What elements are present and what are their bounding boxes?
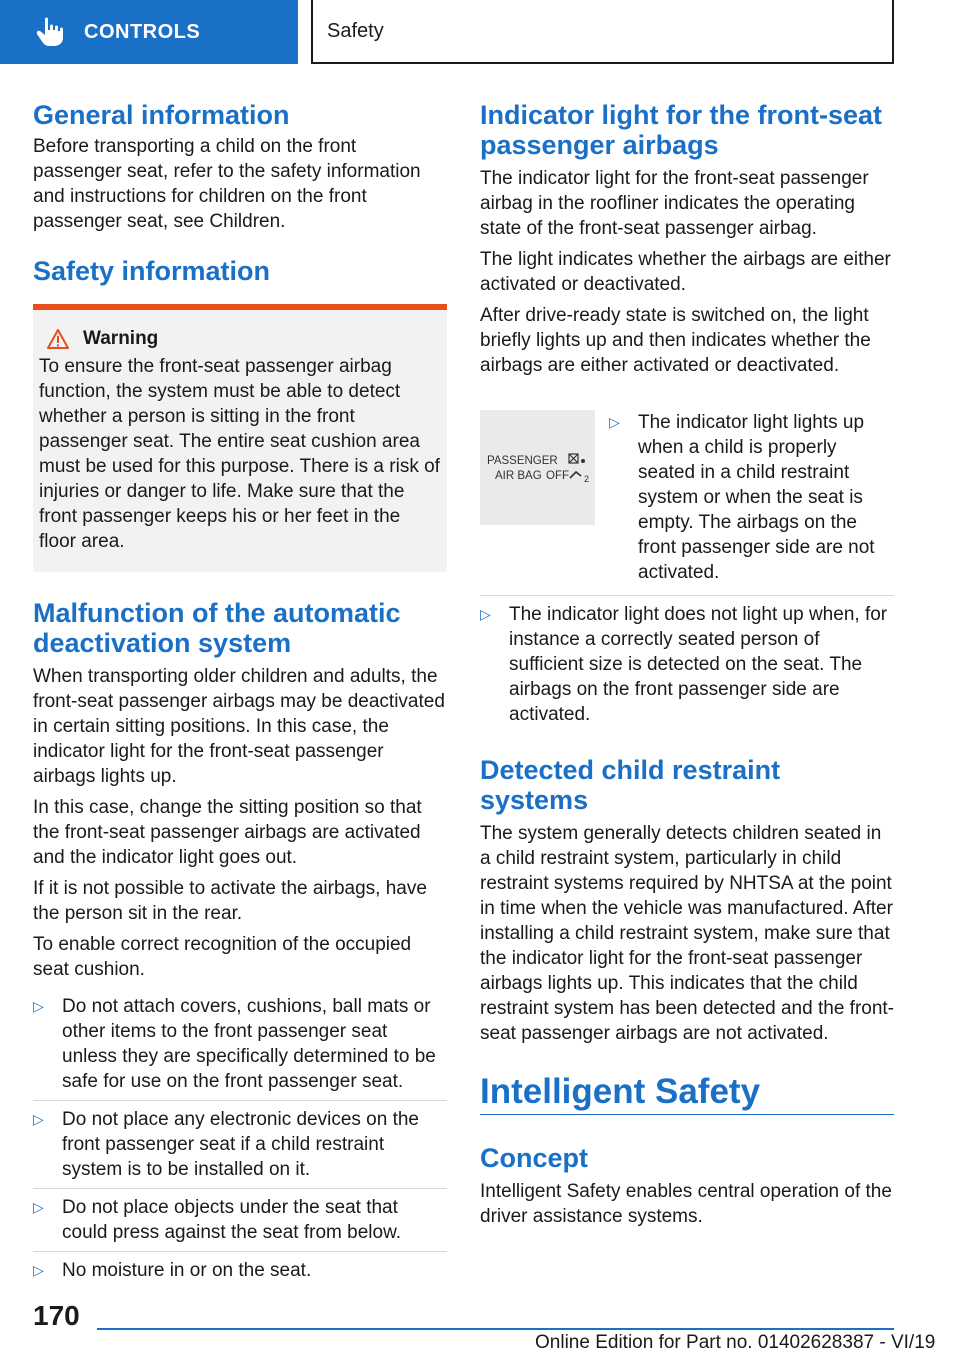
warning-box: [33, 304, 447, 572]
general-info-text: Before transporting a child on the front passenger seat, refer to the safety information and instructions for children on the front passenger seat, see Children.: [33, 136, 421, 232]
edition-text: Online Edition for Part no. 01402628387 - VI/19: [535, 1332, 936, 1353]
list-item: ▷ Do not place objects under the seat that could press against the seat from below.: [33, 1189, 447, 1252]
passenger-airbag-off-image: [480, 410, 595, 525]
malfunction-paragraph-4: To enable correct recognition of the occupied seat cushion.: [33, 934, 412, 980]
airbag-indicator-icon: [484, 448, 592, 488]
concept-text: Intelligent Safety enables central operation of the driver assistance systems.: [480, 1181, 892, 1227]
svg-text:AIR BAG: AIR BAG: [494, 469, 542, 482]
safety-info-heading: Safety information: [33, 256, 271, 286]
malfunction-paragraph-3: If it is not possible to activate the airbags, have the person sit in the rear.: [33, 878, 427, 924]
triangle-bullet-icon: ▷: [609, 414, 620, 430]
triangle-bullet-icon: ▷: [33, 998, 44, 1014]
concept-heading: Concept: [480, 1143, 588, 1173]
warning-triangle-icon: [47, 329, 69, 349]
list-item: ▷ The indicator light does not light up when, for instance a correctly seated person of sufficient size is detected on the seat. The airbags on the front passenger side are activated.: [480, 604, 888, 725]
section-title: [311, 0, 894, 64]
list-item: ▷ Do not place any electronic devices on the front passenger seat if a child restraint system is to be installed on it.: [33, 1101, 447, 1189]
warning-title: Warning: [83, 328, 159, 349]
svg-text:2: 2: [583, 473, 589, 484]
footer-divider: [97, 1328, 894, 1330]
chapter-tab[interactable]: [0, 0, 298, 64]
malfunction-paragraph-2: In this case, change the sitting position so that the front-seat passenger airbags are activated and the indicator light goes out.: [33, 797, 422, 868]
section-label: Safety: [327, 19, 384, 42]
triangle-bullet-icon: ▷: [480, 606, 491, 622]
malfunction-heading: Malfunction of the automatic deactivation system: [33, 598, 401, 658]
intelligent-safety-heading: Intelligent Safety: [480, 1072, 761, 1111]
svg-text:OFF: OFF: [545, 469, 569, 482]
indicator-list: [480, 596, 894, 733]
intelligent-safety-title-block: [480, 1072, 894, 1115]
indicator-paragraph-2: The light indicates whether the airbags are either activated or deactivated.: [480, 249, 891, 295]
triangle-bullet-icon: ▷: [33, 1111, 44, 1127]
general-info-heading: General information: [33, 100, 290, 130]
triangle-bullet-icon: ▷: [33, 1199, 44, 1215]
warning-text: To ensure the front-seat passenger airbag function, the system must be able to detect whether a person is sitting in the front passenger seat. The entire seat cushion area must be used for this purpose. There is a risk of injuries or danger to life. Make sure that the front passenger keeps his or her feet in the floor area.: [39, 356, 440, 552]
left-column: [33, 100, 447, 1289]
list-item: ▷ No moisture in or on the seat.: [33, 1260, 312, 1281]
right-column: [480, 100, 894, 1235]
indicator-heading: Indicator light for the front-seat passenger airbags: [480, 100, 882, 160]
indicator-lit-text: The indicator light lights up when a child is properly seated in a child restraint system or when the seat is empty. The airbags on the front passenger side are not activated.: [638, 412, 875, 583]
svg-text:PASSENGER: PASSENGER: [486, 454, 558, 467]
list-item: ▷ Do not attach covers, cushions, ball mats or other items to the front passenger seat unless they are specifically determined to be safe for use on the front passenger seat.: [33, 988, 447, 1101]
indicator-image-row: [480, 384, 894, 596]
detected-heading: Detected child restraint systems: [480, 755, 781, 815]
triangle-bullet-icon: ▷: [33, 1262, 44, 1278]
seat-rules-list: [33, 988, 447, 1289]
indicator-paragraph-1: The indicator light for the front-seat passenger airbag in the roofliner indicates the operating state of the front-seat passenger airbag.: [480, 168, 869, 239]
malfunction-paragraph-1: When transporting older children and adults, the front-seat passenger airbags may be deactivated in certain sitting positions. In this case, the indicator light for the front-seat passenger airbags lights up.: [33, 666, 445, 787]
detected-text: The system generally detects children seated in a child restraint system, particularly in child restraint systems required by NHTSA at the point in time when the vehicle was manufactured. After installing a child restraint system, make sure that the indicator light for the front-seat passenger airbags lights up. This indicates that the child restraint system has been detected and the front-seat passenger airbags are not activated.: [480, 823, 895, 1044]
chapter-label: CONTROLS: [84, 20, 201, 43]
page-number: 170: [33, 1300, 80, 1331]
hand-pointer-icon: [34, 15, 68, 49]
indicator-paragraph-3: After drive-ready state is switched on, the light briefly lights up and then indicates whether the airbags are either activated or deactivated.: [480, 305, 871, 376]
